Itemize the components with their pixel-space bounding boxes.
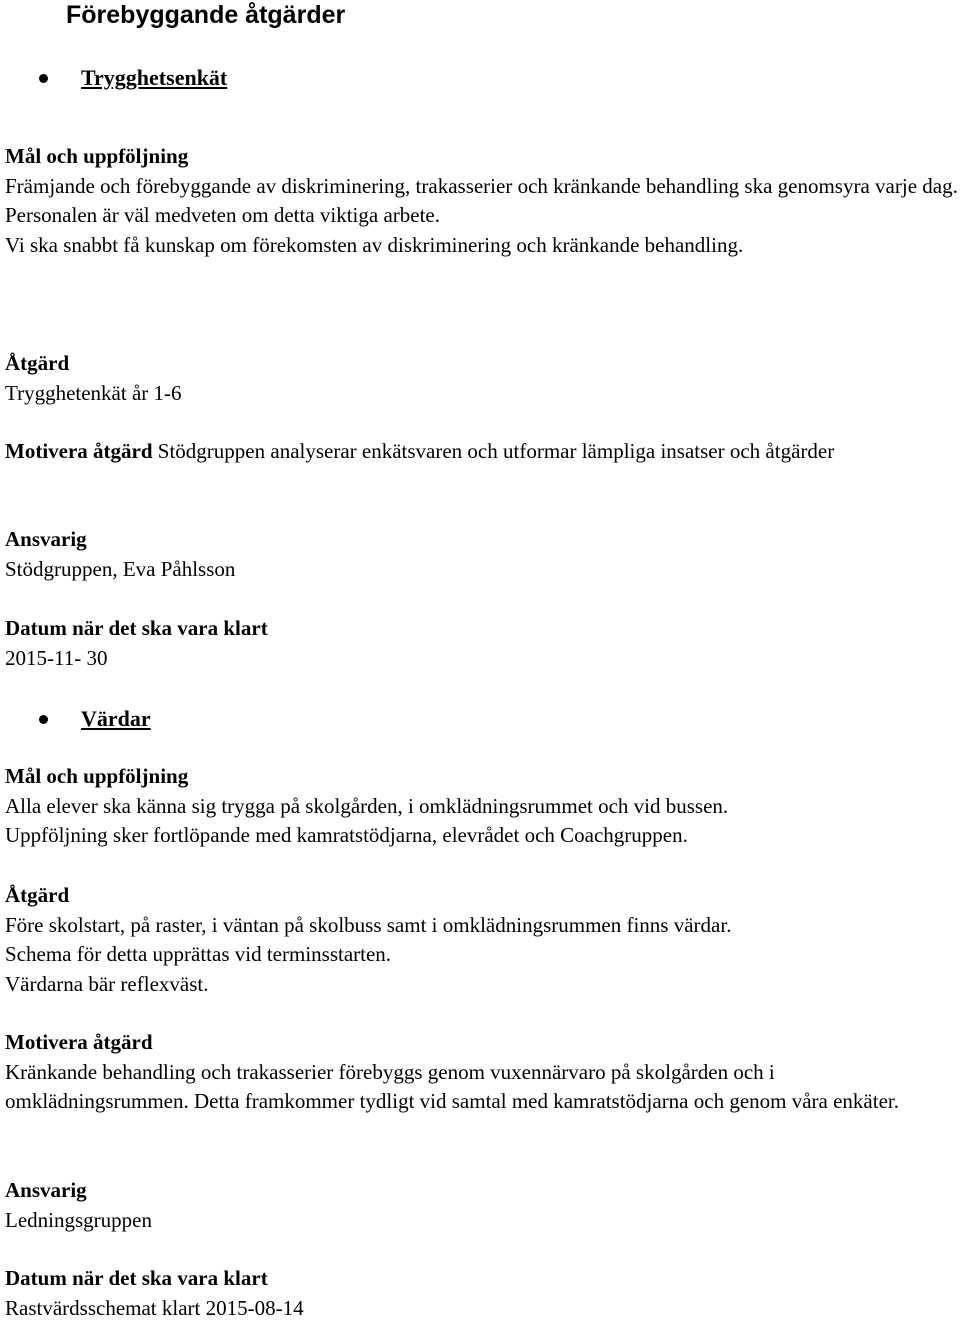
bullet-dot	[39, 715, 48, 724]
date-heading: Datum när det ska vara klart	[5, 616, 268, 640]
action-text: Före skolstart, på raster, i väntan på skolbuss samt i omklädningsrummen finns värdar.	[5, 912, 732, 937]
date-heading: Datum när det ska vara klart	[5, 1266, 268, 1290]
action-heading: Åtgärd	[5, 351, 70, 375]
goal-text: Alla elever ska känna sig trygga på skolgården, i omklädningsrummet och vid bussen.	[5, 793, 729, 818]
motivate-text: Kränkande behandling och trakasserier förebyggs genom vuxennärvaro på skolgården och i omklädningsrummen. Detta framkommer tydligt vid samtal med kamratstödjarna och genom våra enkäter.	[5, 1059, 899, 1114]
goal-text: Personalen är väl medveten om detta viktiga arbete.	[5, 203, 441, 228]
bullet-dot	[39, 74, 48, 83]
motivate-text: Stödgruppen analyserar enkätsvaren och utformar lämpliga insatser och åtgärder	[152, 439, 835, 463]
motivate-paragraph	[5, 437, 960, 467]
section-1-responsible	[5, 525, 960, 584]
goal-text: Uppföljning sker fortlöpande med kamratstödjarna, elevrådet och Coachgruppen.	[5, 823, 688, 848]
section-2-date	[5, 1264, 960, 1323]
responsible-heading: Ansvarig	[5, 527, 87, 551]
responsible-text: Stödgruppen, Eva Påhlsson	[5, 556, 236, 581]
section-2-responsible	[5, 1176, 960, 1235]
page-title: Förebyggande åtgärder	[66, 1, 346, 29]
motivate-heading: Motivera åtgärd	[5, 439, 153, 463]
responsible-heading: Ansvarig	[5, 1178, 87, 1202]
action-heading: Åtgärd	[5, 883, 70, 907]
action-text: Trygghetenkät år 1-6	[5, 380, 182, 405]
action-text: Schema för detta upprättas vid terminsstarten.	[5, 942, 392, 967]
section-1-date	[5, 614, 960, 673]
section-1-goal	[5, 142, 960, 260]
bullet-link-label: Trygghetsenkät	[81, 65, 228, 90]
section-2-goal	[5, 762, 960, 851]
bullet-link-label: Värdar	[81, 706, 151, 731]
goal-text: Främjande och förebyggande av diskriminering, trakasserier och kränkande behandling ska genomsyra varje dag.	[5, 173, 958, 198]
goal-heading: Mål och uppföljning	[5, 144, 189, 168]
goal-text: Vi ska snabbt få kunskap om förekomsten av diskriminering och kränkande behandling.	[5, 232, 744, 257]
section-1-motivate	[5, 437, 960, 467]
section-2-motivate	[5, 1028, 960, 1117]
section-1-action	[5, 349, 960, 408]
responsible-text: Ledningsgruppen	[5, 1207, 152, 1232]
date-text: Rastvärdsschemat klart 2015-08-14	[5, 1295, 304, 1320]
date-text: 2015-11- 30	[5, 645, 108, 670]
action-text: Värdarna bär reflexväst.	[5, 971, 209, 996]
goal-heading: Mål och uppföljning	[5, 764, 189, 788]
section-2-action	[5, 881, 960, 999]
motivate-heading: Motivera åtgärd	[5, 1030, 153, 1054]
